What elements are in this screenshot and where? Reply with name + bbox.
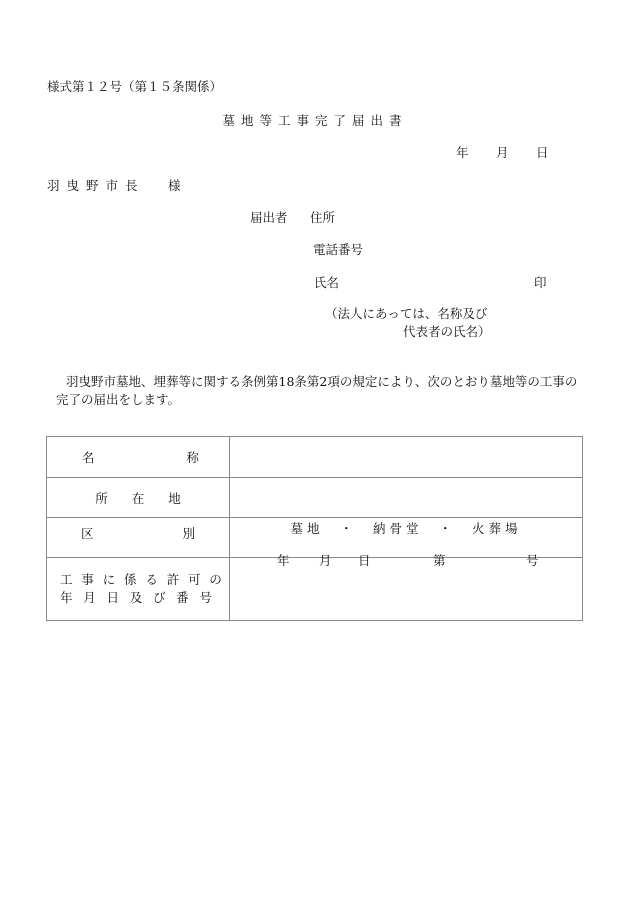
permit-value-cell[interactable] bbox=[230, 553, 583, 621]
name-label: 氏名 bbox=[314, 275, 340, 290]
table-row bbox=[47, 437, 583, 478]
permit-day-label: 日 bbox=[358, 553, 371, 568]
corporation-note-line2: 代表者の氏名） bbox=[403, 324, 491, 339]
info-table bbox=[46, 436, 583, 621]
date-month-label: 月 bbox=[496, 145, 509, 160]
permit-number-suffix: 号 bbox=[526, 553, 539, 568]
seal-mark: 印 bbox=[534, 275, 547, 290]
addressee-honorific: 様 bbox=[168, 178, 181, 193]
location-value-cell[interactable] bbox=[230, 478, 583, 518]
document-title: 墓地等工事完了届出書 bbox=[222, 113, 408, 128]
date-day-label: 日 bbox=[536, 145, 549, 160]
permit-number-prefix: 第 bbox=[433, 553, 446, 568]
table-row bbox=[47, 478, 583, 518]
applicant-label: 届出者 bbox=[250, 210, 288, 225]
corporation-note-line1: （法人にあっては、名称及び bbox=[325, 306, 488, 321]
row-label-permit: 工 事 に 係 る 許 可 の 年 月 日 及 び 番 号 bbox=[47, 558, 230, 621]
table-row bbox=[47, 518, 583, 558]
category-value-cell[interactable]: 墓地 ・ 納骨堂 ・ 火葬場 bbox=[230, 518, 583, 558]
permit-month-label: 月 bbox=[319, 553, 332, 568]
name-value-cell[interactable] bbox=[230, 437, 583, 478]
permit-year-label: 年 bbox=[277, 553, 290, 568]
address-label: 住所 bbox=[310, 210, 336, 225]
body-paragraph: 羽曳野市墓地、埋葬等に関する条例第18条第2項の規定により、次のとおり墓地等の工事の完了の届出をします。 bbox=[56, 374, 578, 407]
table-row bbox=[47, 558, 583, 621]
phone-label: 電話番号 bbox=[313, 242, 364, 257]
row-label-name: 名 称 bbox=[47, 437, 230, 478]
date-year-label: 年 bbox=[456, 145, 469, 160]
row-label-location: 所 在 地 bbox=[47, 478, 230, 518]
addressee: 羽曳野市長 bbox=[47, 178, 145, 193]
form-number: 様式第１２号（第１５条関係） bbox=[47, 79, 223, 94]
row-label-category: 区 別 bbox=[47, 518, 230, 558]
